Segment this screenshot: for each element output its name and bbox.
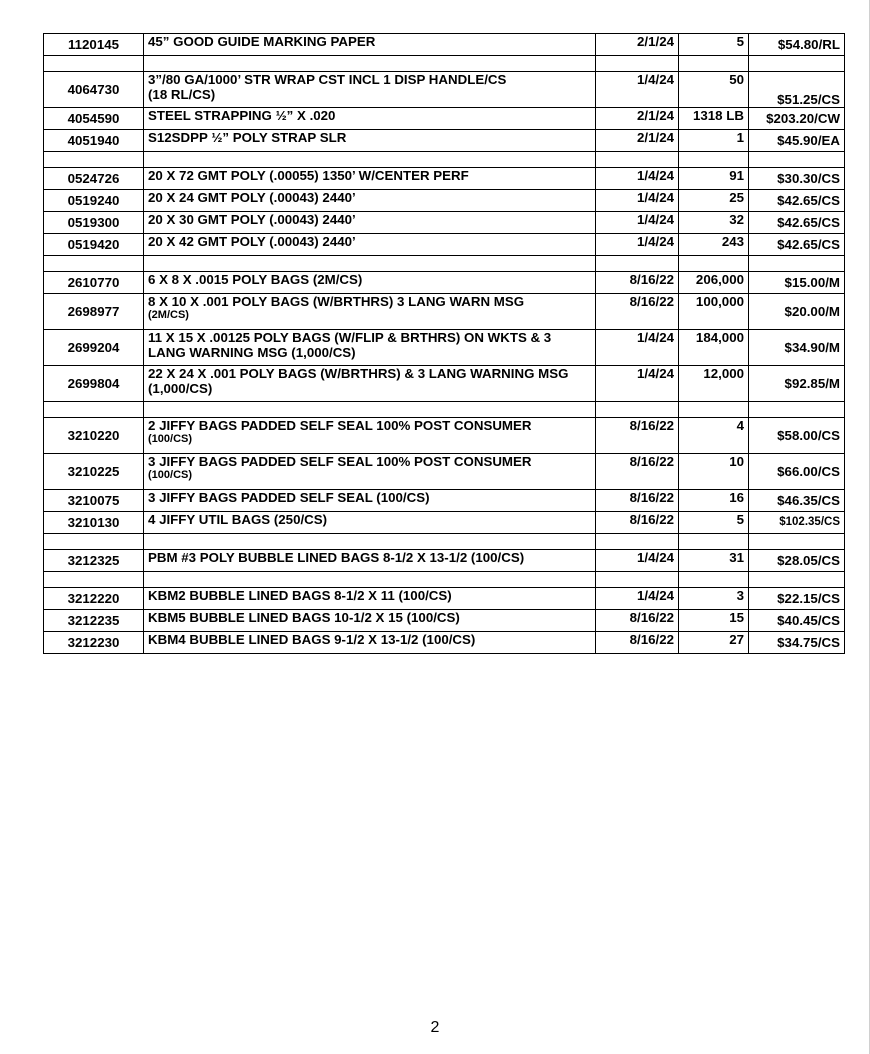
- item-date: 1/4/24: [596, 212, 679, 234]
- item-price: $42.65/CS: [749, 212, 845, 234]
- item-description: [144, 418, 596, 454]
- spacer-row: [44, 402, 845, 418]
- table-row: [44, 588, 845, 610]
- table-row: [44, 234, 845, 256]
- item-description: 20 X 30 GMT POLY (.00043) 2440’: [144, 212, 596, 234]
- description-pack-note: (100/CS): [148, 433, 193, 445]
- item-price: $46.35/CS: [749, 490, 845, 512]
- item-code: 4051940: [44, 130, 144, 152]
- item-quantity: 27: [679, 632, 749, 654]
- table-row: [44, 418, 845, 454]
- item-code: 0524726: [44, 168, 144, 190]
- page-number: 2: [430, 1019, 440, 1036]
- item-price: $40.45/CS: [749, 610, 845, 632]
- item-price: $42.65/CS: [749, 190, 845, 212]
- item-code: 2699804: [44, 366, 144, 402]
- description-pack-note: (100/CS): [148, 469, 193, 481]
- table-row: [44, 454, 845, 490]
- table-row: [44, 294, 845, 330]
- item-date: 1/4/24: [596, 234, 679, 256]
- table-row: [44, 34, 845, 56]
- item-code: 0519240: [44, 190, 144, 212]
- item-price: $92.85/M: [749, 366, 845, 402]
- item-price: $102.35/CS: [749, 512, 845, 534]
- item-code: 3212230: [44, 632, 144, 654]
- item-quantity: 243: [679, 234, 749, 256]
- item-description: 20 X 42 GMT POLY (.00043) 2440’: [144, 234, 596, 256]
- item-description: 11 X 15 X .00125 POLY BAGS (W/FLIP & BRTHRS) ON WKTS & 3 LANG WARNING MSG (1,000/CS): [144, 330, 596, 366]
- item-date: 2/1/24: [596, 34, 679, 56]
- item-date: 1/4/24: [596, 72, 679, 108]
- item-price: $34.90/M: [749, 330, 845, 366]
- item-date: 8/16/22: [596, 632, 679, 654]
- item-quantity: 31: [679, 550, 749, 572]
- table-row: [44, 632, 845, 654]
- item-price: $15.00/M: [749, 272, 845, 294]
- item-description: KBM2 BUBBLE LINED BAGS 8-1/2 X 11 (100/CS): [144, 588, 596, 610]
- item-price: $20.00/M: [749, 294, 845, 330]
- item-price: $34.75/CS: [749, 632, 845, 654]
- spacer-row: [44, 256, 845, 272]
- spacer-row: [44, 56, 845, 72]
- item-quantity: 1: [679, 130, 749, 152]
- table-row: [44, 366, 845, 402]
- spacer-row: [44, 152, 845, 168]
- item-quantity: 25: [679, 190, 749, 212]
- item-date: 1/4/24: [596, 588, 679, 610]
- table-row: [44, 108, 845, 130]
- item-code: 3210075: [44, 490, 144, 512]
- item-date: 2/1/24: [596, 108, 679, 130]
- item-date: 1/4/24: [596, 550, 679, 572]
- item-code: 3212325: [44, 550, 144, 572]
- item-quantity: 91: [679, 168, 749, 190]
- item-quantity: 4: [679, 418, 749, 454]
- item-description: 20 X 24 GMT POLY (.00043) 2440’: [144, 190, 596, 212]
- item-quantity: 50: [679, 72, 749, 108]
- item-description: 3 JIFFY BAGS PADDED SELF SEAL (100/CS): [144, 490, 596, 512]
- item-date: 8/16/22: [596, 490, 679, 512]
- item-code: 3212220: [44, 588, 144, 610]
- item-code: 2698977: [44, 294, 144, 330]
- item-description: S12SDPP ½” POLY STRAP SLR: [144, 130, 596, 152]
- item-quantity: 15: [679, 610, 749, 632]
- spacer-row: [44, 534, 845, 550]
- table-row: [44, 550, 845, 572]
- item-date: 8/16/22: [596, 294, 679, 330]
- description-line: 3”/80 GA/1000’ STR WRAP CST INCL 1 DISP HANDLE/CS: [148, 72, 507, 87]
- item-description: 45” GOOD GUIDE MARKING PAPER: [144, 34, 596, 56]
- table-row: [44, 168, 845, 190]
- item-code: 4064730: [44, 72, 144, 108]
- item-quantity: 1318 LB: [679, 108, 749, 130]
- item-quantity: 5: [679, 512, 749, 534]
- description-line: 3 JIFFY BAGS PADDED SELF SEAL 100% POST CONSUMER: [148, 454, 532, 469]
- item-quantity: 3: [679, 588, 749, 610]
- item-date: 2/1/24: [596, 130, 679, 152]
- table-row: [44, 490, 845, 512]
- item-description: KBM4 BUBBLE LINED BAGS 9-1/2 X 13-1/2 (100/CS): [144, 632, 596, 654]
- description-line: 8 X 10 X .001 POLY BAGS (W/BRTHRS) 3 LANG WARN MSG: [148, 294, 525, 309]
- item-description: 22 X 24 X .001 POLY BAGS (W/BRTHRS) & 3 LANG WARNING MSG (1,000/CS): [144, 366, 596, 402]
- item-code: 2699204: [44, 330, 144, 366]
- item-description: KBM5 BUBBLE LINED BAGS 10-1/2 X 15 (100/CS): [144, 610, 596, 632]
- item-quantity: 206,000: [679, 272, 749, 294]
- item-code: 3210220: [44, 418, 144, 454]
- item-quantity: 16: [679, 490, 749, 512]
- item-quantity: 12,000: [679, 366, 749, 402]
- item-description: [144, 294, 596, 330]
- item-date: 8/16/22: [596, 272, 679, 294]
- description-line: 2 JIFFY BAGS PADDED SELF SEAL 100% POST CONSUMER: [148, 418, 532, 433]
- item-price: $54.80/RL: [749, 34, 845, 56]
- item-code: 0519300: [44, 212, 144, 234]
- item-code: 1120145: [44, 34, 144, 56]
- item-date: 1/4/24: [596, 168, 679, 190]
- item-price: $203.20/CW: [749, 108, 845, 130]
- item-price: $45.90/EA: [749, 130, 845, 152]
- item-price: $28.05/CS: [749, 550, 845, 572]
- item-description: 6 X 8 X .0015 POLY BAGS (2M/CS): [144, 272, 596, 294]
- item-description: [144, 454, 596, 490]
- item-date: 1/4/24: [596, 330, 679, 366]
- item-description: 4 JIFFY UTIL BAGS (250/CS): [144, 512, 596, 534]
- item-code: 3212235: [44, 610, 144, 632]
- item-date: 8/16/22: [596, 418, 679, 454]
- item-description: 20 X 72 GMT POLY (.00055) 1350’ W/CENTER PERF: [144, 168, 596, 190]
- item-code: 3210130: [44, 512, 144, 534]
- item-code: 2610770: [44, 272, 144, 294]
- item-date: 1/4/24: [596, 366, 679, 402]
- table-row: [44, 190, 845, 212]
- item-description: STEEL STRAPPING ½” X .020: [144, 108, 596, 130]
- item-date: 8/16/22: [596, 454, 679, 490]
- item-code: 4054590: [44, 108, 144, 130]
- item-description: [144, 72, 596, 108]
- item-date: 8/16/22: [596, 610, 679, 632]
- item-quantity: 184,000: [679, 330, 749, 366]
- item-price: $58.00/CS: [749, 418, 845, 454]
- table-row: [44, 72, 845, 108]
- description-line: (18 RL/CS): [148, 87, 216, 102]
- table-row: [44, 610, 845, 632]
- item-price: $51.25/CS: [749, 72, 845, 108]
- table-row: [44, 130, 845, 152]
- item-quantity: 100,000: [679, 294, 749, 330]
- item-quantity: 32: [679, 212, 749, 234]
- item-date: 8/16/22: [596, 512, 679, 534]
- item-price: $66.00/CS: [749, 454, 845, 490]
- table-row: [44, 212, 845, 234]
- table-row: [44, 330, 845, 366]
- item-date: 1/4/24: [596, 190, 679, 212]
- description-pack-note: (2M/CS): [148, 309, 189, 321]
- table-row: [44, 512, 845, 534]
- item-price: $22.15/CS: [749, 588, 845, 610]
- table-row: [44, 272, 845, 294]
- item-price: $42.65/CS: [749, 234, 845, 256]
- item-code: 0519420: [44, 234, 144, 256]
- item-quantity: 10: [679, 454, 749, 490]
- inventory-table: [43, 33, 845, 654]
- spacer-row: [44, 572, 845, 588]
- item-description: PBM #3 POLY BUBBLE LINED BAGS 8-1/2 X 13-1/2 (100/CS): [144, 550, 596, 572]
- item-price: $30.30/CS: [749, 168, 845, 190]
- item-code: 3210225: [44, 454, 144, 490]
- item-quantity: 5: [679, 34, 749, 56]
